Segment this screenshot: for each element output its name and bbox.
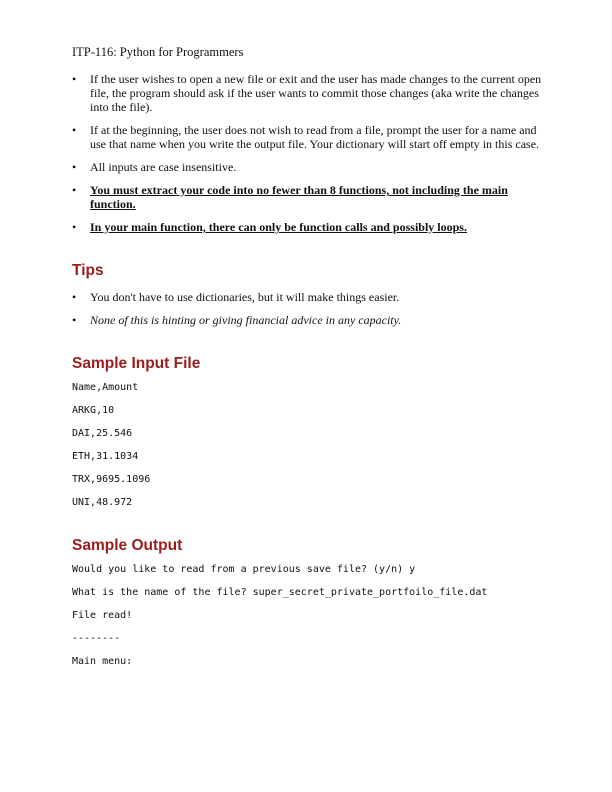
page-header: ITP-116: Python for Programmers [72, 45, 244, 59]
bullet-icon: • [72, 160, 77, 174]
code-line: -------- [72, 633, 121, 644]
bullet-icon: • [72, 290, 77, 304]
code-line: TRX,9695.1096 [72, 474, 151, 485]
list-item-text: In your main function, there can only be function calls and possibly loops. [90, 220, 467, 234]
code-line: File read! [72, 610, 133, 621]
list-item-text: All inputs are case insensitive. [90, 160, 237, 174]
list-item [72, 313, 542, 327]
sample-output-heading: Sample Output [72, 537, 183, 554]
document-page [72, 44, 542, 678]
list-item [72, 72, 542, 114]
code-line: ETH,31.1034 [72, 451, 139, 462]
list-item [72, 220, 542, 234]
code-line: UNI,48.972 [72, 497, 133, 508]
list-item-text: If the user wishes to open a new file or exit and the user has made changes to the current open file, the program should ask if the user wants to commit those changes (aka write the changes into the file). [90, 72, 542, 114]
code-line: What is the name of the file? super_secret_private_portfoilo_file.dat [72, 587, 488, 598]
bullet-icon: • [72, 183, 77, 197]
tips-list [72, 290, 542, 327]
requirements-list [72, 72, 542, 234]
code-line: DAI,25.546 [72, 428, 133, 439]
list-item-text: None of this is hinting or giving financial advice in any capacity. [90, 313, 402, 327]
code-line: Main menu: [72, 656, 133, 667]
code-line: Name,Amount [72, 382, 139, 393]
code-line: Would you like to read from a previous save file? (y/n) y [72, 564, 416, 575]
list-item [72, 183, 542, 211]
bullet-icon: • [72, 220, 77, 234]
list-item [72, 123, 542, 151]
sample-input-block [72, 381, 542, 509]
bullet-icon: • [72, 313, 77, 327]
tips-heading: Tips [72, 262, 104, 279]
list-item-text: You must extract your code into no fewer than 8 functions, not including the main function. [90, 183, 508, 211]
sample-input-heading: Sample Input File [72, 355, 201, 372]
list-item [72, 290, 542, 304]
bullet-icon: • [72, 123, 77, 137]
sample-output-block [72, 563, 542, 668]
list-item-text: If at the beginning, the user does not wish to read from a file, prompt the user for a name and use that name when you write the output file. Your dictionary will start off empty in this case. [90, 123, 540, 151]
code-line: ARKG,10 [72, 405, 115, 416]
list-item-text: You don't have to use dictionaries, but it will make things easier. [90, 290, 400, 304]
list-item [72, 160, 542, 174]
bullet-icon: • [72, 72, 77, 86]
